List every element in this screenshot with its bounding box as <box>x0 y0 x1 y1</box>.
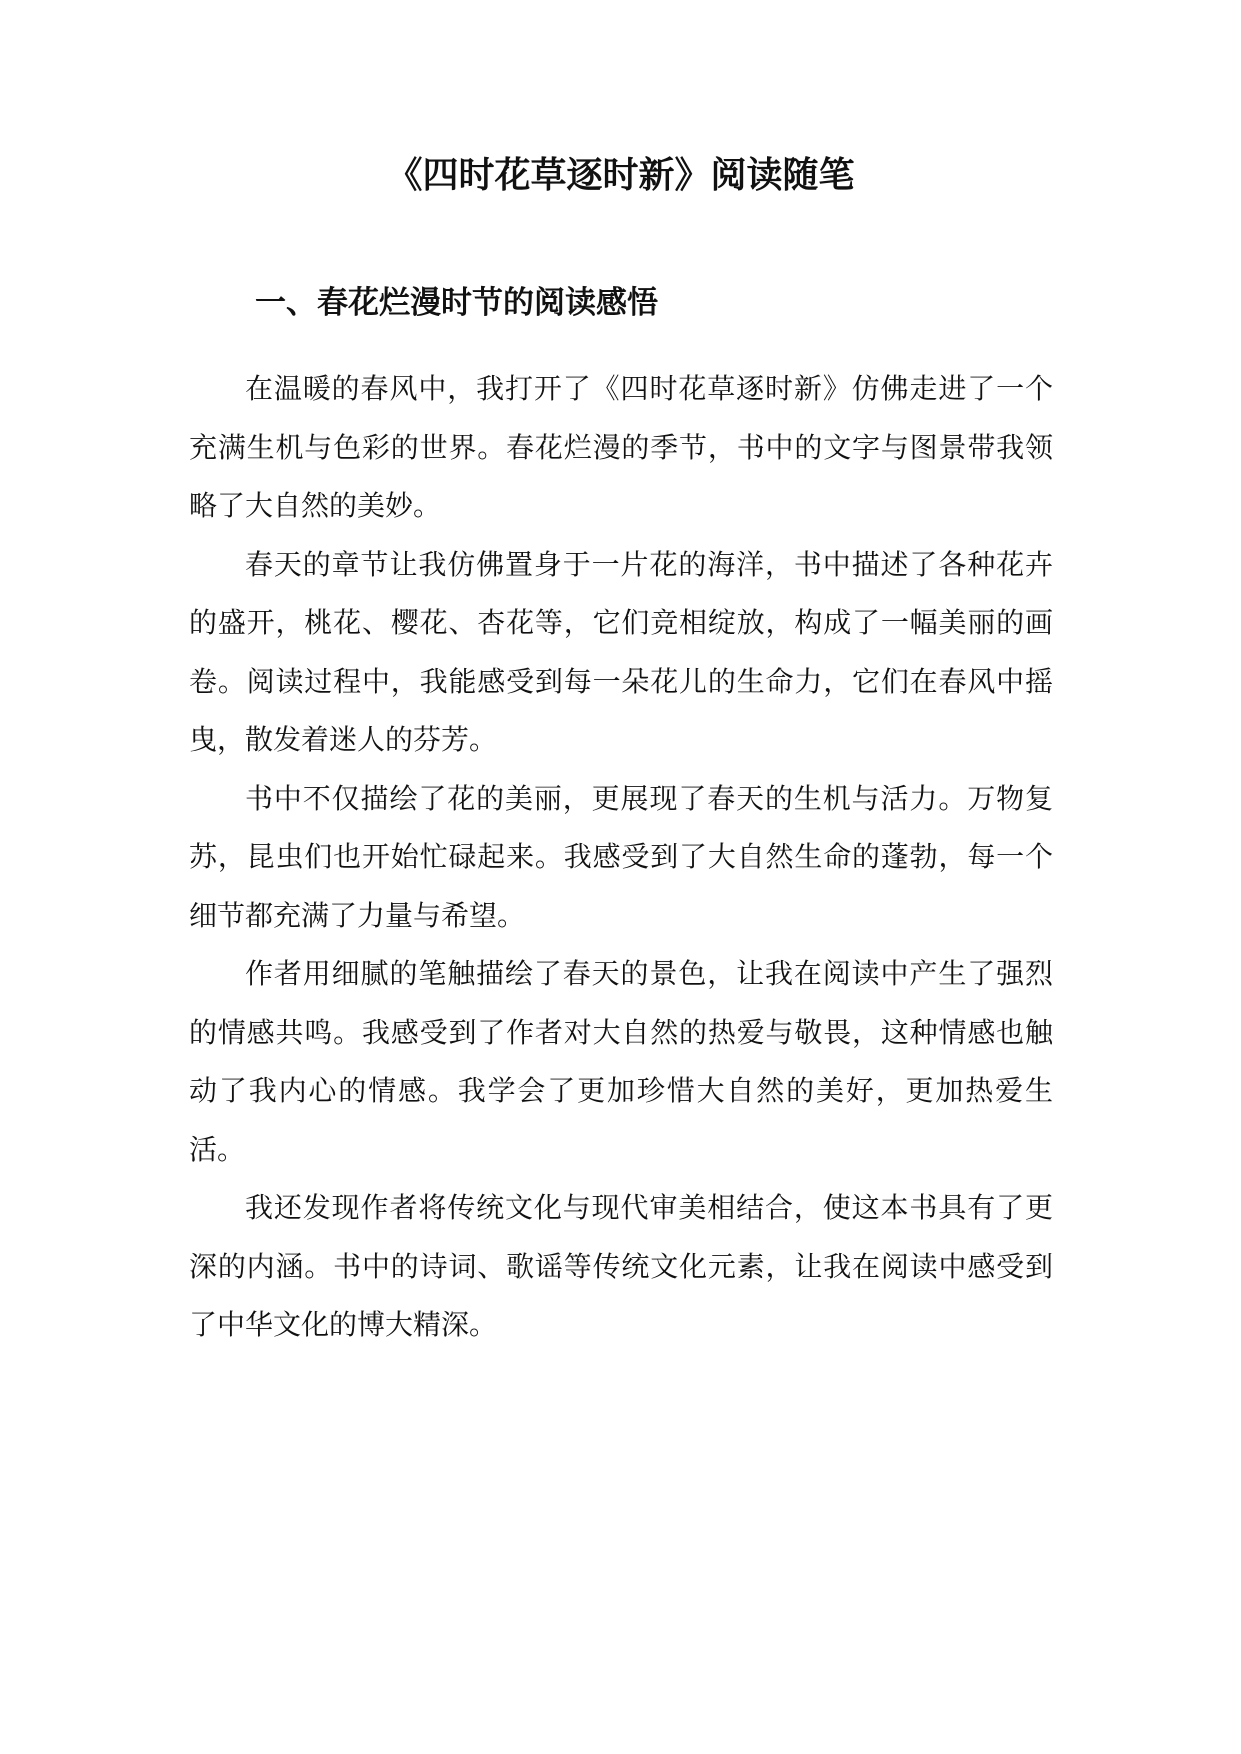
paragraph-1: 在温暖的春风中，我打开了《四时花草逐时新》仿佛走进了一个充满生机与色彩的世界。春花烂漫的季节，书中的文字与图景带我领略了大自然的美妙。 <box>189 372 1053 522</box>
section-body <box>189 360 1053 1355</box>
paragraph-2: 春天的章节让我仿佛置身于一片花的海洋，书中描述了各种花卉的盛开，桃花、樱花、杏花等，它们竞相绽放，构成了一幅美丽的画卷。阅读过程中，我能感受到每一朵花儿的生命力，它们在春风中摇曳，散发着迷人的芬芳。 <box>189 547 1053 756</box>
paragraph-4: 作者用细腻的笔触描绘了春天的景色，让我在阅读中产生了强烈的情感共鸣。我感受到了作者对大自然的热爱与敬畏，这种情感也触动了我内心的情感。我学会了更加珍惜大自然的美好，更加热爱生活。 <box>189 957 1053 1166</box>
paragraph-5: 我还发现作者将传统文化与现代审美相结合，使这本书具有了更深的内涵。书中的诗词、歌谣等传统文化元素，让我在阅读中感受到了中华文化的博大精深。 <box>189 1191 1053 1341</box>
section-heading: 一、春花烂漫时节的阅读感悟 <box>255 285 658 321</box>
document-title: 《四时花草逐时新》阅读随笔 <box>386 154 855 196</box>
paragraph-3: 书中不仅描绘了花的美丽，更展现了春天的生机与活力。万物复苏，昆虫们也开始忙碌起来。我感受到了大自然生命的蓬勃，每一个细节都充满了力量与希望。 <box>189 781 1053 932</box>
